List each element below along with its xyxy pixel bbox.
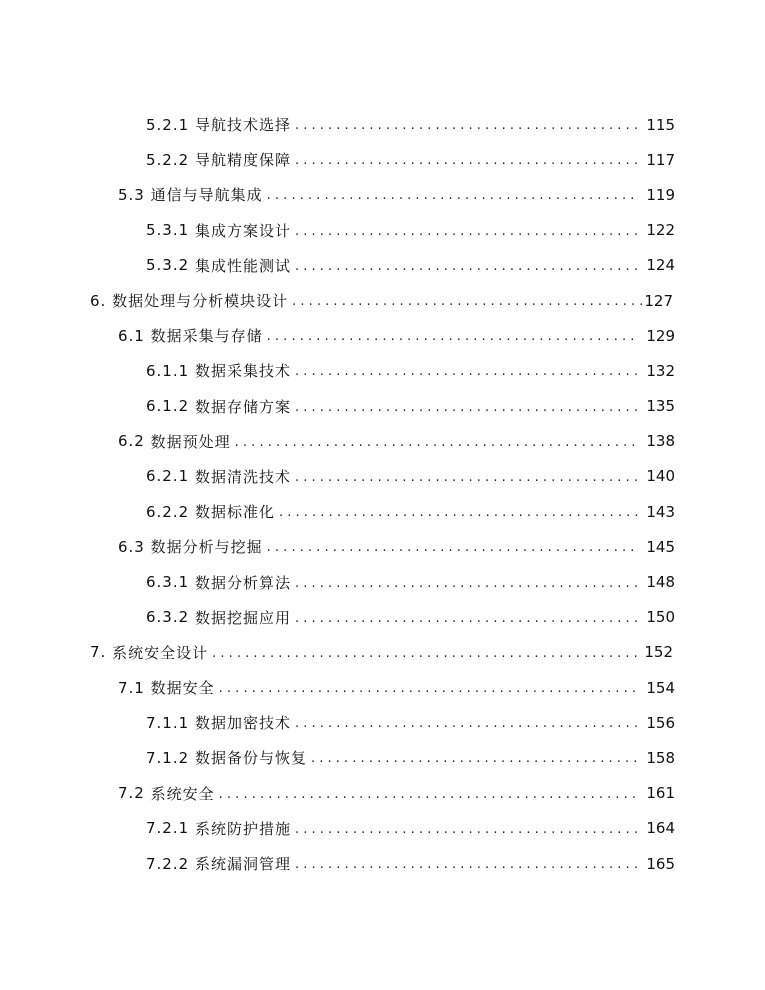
- toc-entry-page: 158: [646, 748, 675, 767]
- toc-entry-title: 系统漏洞管理: [194, 855, 291, 874]
- dot-leader: [219, 787, 641, 802]
- toc-entry-page: 150: [646, 608, 675, 627]
- toc-entry-title: 数据采集技术: [194, 362, 291, 381]
- toc-entry-title: 系统防护措施: [194, 819, 291, 838]
- toc-entry-title: 数据标准化: [194, 503, 275, 522]
- toc-entry[interactable]: [0, 740, 765, 775]
- toc-entry-number: 5.2.2: [146, 150, 190, 169]
- toc-entry-number: 7.2: [118, 784, 145, 803]
- dot-leader: [219, 681, 641, 696]
- toc-entry[interactable]: [0, 459, 765, 494]
- toc-entry-title: 通信与导航集成: [150, 186, 263, 205]
- toc-entry[interactable]: [0, 600, 765, 635]
- toc-entry[interactable]: [0, 177, 765, 212]
- dot-leader: [292, 294, 642, 309]
- dot-leader: [267, 540, 641, 555]
- toc-entry-number: 6.2.1: [146, 467, 190, 486]
- dot-leader: [295, 611, 640, 626]
- dot-leader: [295, 822, 640, 837]
- toc-entry-title: 数据备份与恢复: [194, 749, 307, 768]
- toc-entry[interactable]: [0, 424, 765, 459]
- toc-entry-page: 154: [646, 678, 675, 697]
- toc-entry[interactable]: [0, 142, 765, 177]
- toc-entry-page: 165: [646, 854, 675, 873]
- toc-entry-title: 数据分析算法: [194, 573, 291, 592]
- toc-entry-number: 7.2.1: [146, 819, 190, 838]
- dot-leader: [295, 400, 640, 415]
- toc-entry-title: 系统安全: [150, 784, 215, 803]
- toc-entry-number: 6.1.1: [146, 361, 190, 380]
- toc-entry-number: 5.2.1: [146, 115, 190, 134]
- toc-entry-title: 数据预处理: [150, 432, 231, 451]
- toc-entry-title: 数据挖掘应用: [194, 608, 291, 627]
- toc-entry-page: 143: [646, 502, 675, 521]
- toc-entry-number: 6.2: [118, 432, 145, 451]
- toc-entry[interactable]: [0, 283, 765, 318]
- toc-entry-page: 124: [646, 256, 675, 275]
- toc-entry-page: 148: [646, 573, 675, 592]
- toc-entry-title: 数据处理与分析模块设计: [112, 292, 289, 311]
- toc-entry[interactable]: [0, 353, 765, 388]
- toc-entry-page: 117: [646, 150, 675, 169]
- toc-entry-page: 132: [646, 361, 675, 380]
- toc-entry[interactable]: [0, 776, 765, 811]
- toc-entry-page: 122: [646, 221, 675, 240]
- toc-entry[interactable]: [0, 318, 765, 353]
- toc-entry[interactable]: [0, 811, 765, 846]
- toc-entry-number: 6.3.1: [146, 573, 190, 592]
- toc-entry-number: 6.2.2: [146, 502, 190, 521]
- table-of-contents: [0, 107, 765, 881]
- toc-entry-page: 145: [646, 537, 675, 556]
- toc-entry-number: 7.1: [118, 678, 145, 697]
- toc-entry-title: 导航技术选择: [194, 116, 291, 135]
- dot-leader: [212, 646, 642, 661]
- dot-leader: [295, 153, 640, 168]
- dot-leader: [295, 576, 640, 591]
- dot-leader: [295, 716, 640, 731]
- toc-entry-number: 7.1.2: [146, 748, 190, 767]
- toc-entry[interactable]: [0, 107, 765, 142]
- toc-entry-title: 集成性能测试: [194, 256, 291, 275]
- toc-entry-number: 6.3.2: [146, 608, 190, 627]
- toc-entry-number: 5.3: [118, 185, 145, 204]
- toc-entry-title: 数据采集与存储: [150, 327, 263, 346]
- toc-entry[interactable]: [0, 389, 765, 424]
- toc-entry[interactable]: [0, 494, 765, 529]
- dot-leader: [311, 751, 640, 766]
- toc-entry-title: 集成方案设计: [194, 221, 291, 240]
- toc-entry-number: 6.1.2: [146, 397, 190, 416]
- toc-entry[interactable]: [0, 635, 765, 670]
- toc-entry[interactable]: [0, 248, 765, 283]
- dot-leader: [295, 470, 640, 485]
- toc-entry-title: 导航精度保障: [194, 151, 291, 170]
- toc-entry-page: 156: [646, 713, 675, 732]
- toc-entry[interactable]: [0, 564, 765, 599]
- dot-leader: [295, 259, 640, 274]
- toc-entry-page: 161: [646, 784, 675, 803]
- toc-entry-title: 数据加密技术: [194, 714, 291, 733]
- toc-entry-number: 6.: [90, 291, 107, 310]
- toc-entry-number: 7.: [90, 643, 107, 662]
- dot-leader: [267, 188, 641, 203]
- dot-leader: [295, 364, 640, 379]
- toc-entry-page: 115: [646, 115, 675, 134]
- toc-entry-page: 119: [646, 185, 675, 204]
- toc-entry-page: 140: [646, 467, 675, 486]
- toc-entry-title: 数据存储方案: [194, 397, 291, 416]
- toc-entry-page: 164: [646, 819, 675, 838]
- dot-leader: [235, 435, 641, 450]
- dot-leader: [295, 224, 640, 239]
- toc-entry-number: 5.3.2: [146, 256, 190, 275]
- toc-entry[interactable]: [0, 529, 765, 564]
- toc-entry-page: 138: [646, 432, 675, 451]
- toc-entry[interactable]: [0, 705, 765, 740]
- toc-entry-number: 7.1.1: [146, 713, 190, 732]
- toc-entry-title: 数据分析与挖掘: [150, 538, 263, 557]
- toc-entry-title: 数据安全: [150, 679, 215, 698]
- dot-leader: [295, 118, 640, 133]
- toc-entry-page: 127: [644, 291, 673, 310]
- toc-entry-page: 135: [646, 397, 675, 416]
- toc-entry-number: 7.2.2: [146, 854, 190, 873]
- dot-leader: [267, 329, 641, 344]
- toc-entry-title: 系统安全设计: [112, 643, 209, 662]
- toc-entry-title: 数据清洗技术: [194, 467, 291, 486]
- toc-entry-page: 129: [646, 326, 675, 345]
- toc-entry-number: 6.3: [118, 537, 145, 556]
- dot-leader: [295, 857, 640, 872]
- toc-entry-number: 6.1: [118, 326, 145, 345]
- toc-entry[interactable]: [0, 846, 765, 881]
- toc-entry[interactable]: [0, 670, 765, 705]
- toc-entry-number: 5.3.1: [146, 221, 190, 240]
- toc-entry-page: 152: [644, 643, 673, 662]
- toc-entry[interactable]: [0, 213, 765, 248]
- dot-leader: [279, 505, 640, 520]
